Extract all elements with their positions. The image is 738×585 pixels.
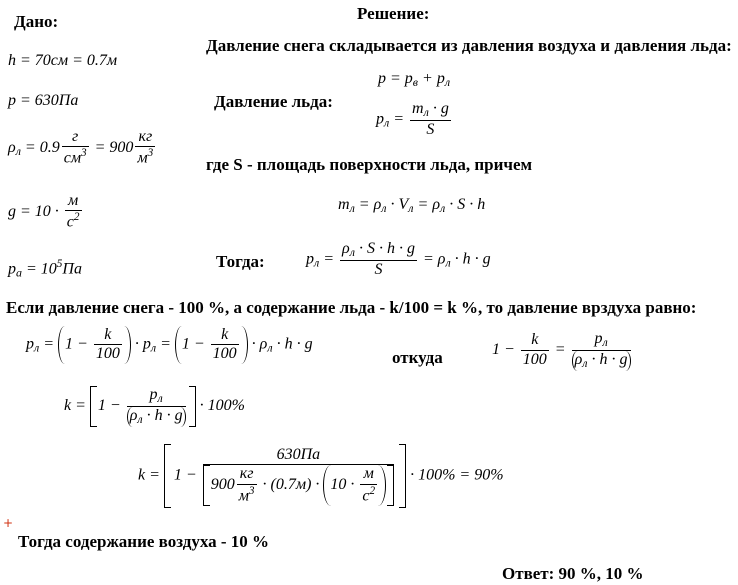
formula-1-k: 1 − $\frac{k}{100}$ = $\frac{p_л}{\rho_л \cdot h \cdot g}$ <box>492 330 633 371</box>
whence-label: откуда <box>392 348 443 367</box>
formula-k-numeric: k = 1 − 630Па 900 $\frac{кг}{м^3}$ · (0.7м) · 10 · $\frac{м}{с^2}$ · 100% = 90% <box>138 444 504 508</box>
formula-pl-mg-s: $p_л$ = $\frac{m_л \cdot g}{S}$ <box>376 100 449 138</box>
formula-pl-rho-hg: $p_л$ = $\frac{\rho_л \cdot S \cdot h \cdot g}{S}$ = $\rho_л \cdot h \cdot g$ <box>306 240 491 278</box>
solution-heading: Решение: <box>357 4 430 23</box>
ice-label: Давление льда: <box>214 92 333 111</box>
where-s: где S - площадь поверхности льда, причем <box>206 155 533 174</box>
answer-line: Ответ: 90 %, 10 % <box>502 564 644 583</box>
then-label: Тогда: <box>216 252 265 271</box>
formula-m-rho-v: $m_л = \rho_л \cdot V_л = \rho_л \cdot S \cdot h$ <box>338 196 486 215</box>
given-h: h = 70см = 0.7м <box>8 52 118 69</box>
given-pa: $p_a = 10^5Па$ <box>8 258 82 280</box>
given-p: p = 630Па <box>8 92 79 109</box>
given-heading: Дано: <box>14 12 59 31</box>
solution-line1: Давление снега складывается из давления воздуха и давления льда: <box>206 36 732 55</box>
condition-line: Если давление снега - 100 %, а содержание льда - k/100 = k %, то давление врздуха равно: <box>6 298 697 317</box>
conclusion-line: Тогда содержание воздуха - 10 % <box>18 532 270 551</box>
formula-p-sum: $p = p_в + p_л$ <box>378 70 451 89</box>
given-g: g = 10 · $\frac{м}{с^2}$ <box>8 192 80 232</box>
plus-marker: + <box>3 516 14 530</box>
formula-k-general: k = 1 − $\frac{p_л}{\rho_л \cdot h \cdot g}$ · 100% <box>64 386 245 426</box>
given-rho: $\rho_л = 0.9$ $\frac{г}{см^3}$ = 900 $\frac{кг}{м^3}$ <box>8 128 154 168</box>
formula-pl-percent: $p_л = 1$ − $\frac{k}{100}$ · $p_л = 1$ − $\frac{k}{100}$ · $\rho_л \cdot h \cdot g$ <box>26 326 313 363</box>
